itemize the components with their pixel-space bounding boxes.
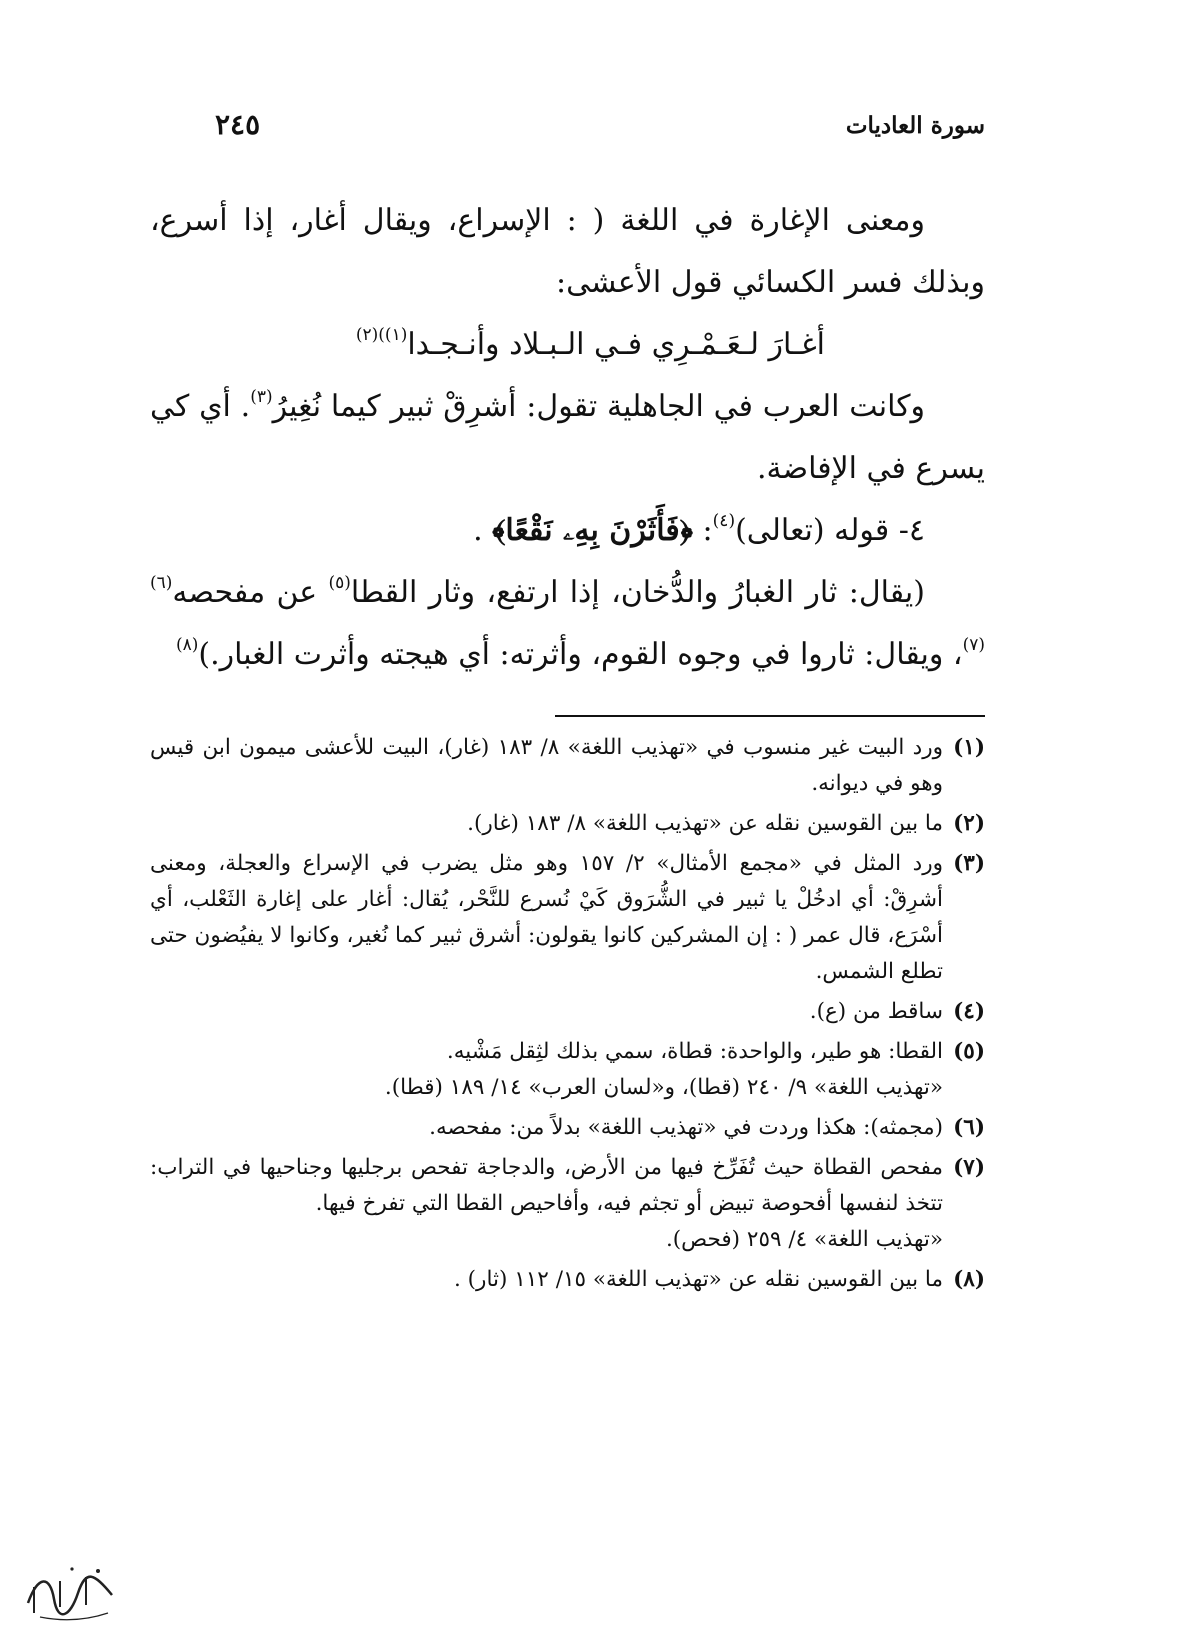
item-text: ٤- قوله (تعالى) — [735, 513, 925, 548]
paragraph-text: . أي كي يسرع في الإفاضة. — [150, 389, 985, 486]
surah-title: سورة العاديات — [845, 112, 985, 139]
footnote — [150, 1110, 985, 1146]
footnote-text: ما بين القوسين نقله عن «تهذيب اللغة» ١٥/ ١١٢ (ثار) . — [454, 1267, 943, 1292]
footnote — [150, 1150, 985, 1258]
item-text: : — [693, 513, 713, 548]
footnote — [150, 1262, 985, 1298]
footnote-number: (٧) — [953, 1155, 985, 1180]
footnote-text: ما بين القوسين نقله عن «تهذيب اللغة» ٨/ ١٨٣ (غار). — [467, 811, 943, 836]
footnote-number: (٢) — [953, 811, 985, 836]
footnote-ref: (٤) — [712, 511, 736, 531]
footnote-source: «تهذيب اللغة» ٤/ ٢٥٩ (فحص). — [665, 1227, 943, 1252]
footnote-text: (مجمثه): هكذا وردت في «تهذيب اللغة» بدلاً من: مفحصه. — [429, 1115, 943, 1140]
footnote-text: مفحص القطاة حيث تُفَرِّخ فيها من الأرض، والدجاجة تفحص برجليها وجناحيها في التراب: تتخذ لنفسها أفحوصة تبيض أو تجثم فيه، وأفاحيص القطا التي تفرخ فيها. — [150, 1155, 943, 1216]
footnote-ref: (١))(٢) — [355, 325, 408, 345]
footnote — [150, 730, 985, 802]
paragraph-thar — [150, 562, 985, 686]
paragraph-jahiliyya — [150, 376, 985, 500]
watermark-logo — [20, 1555, 120, 1625]
footnote-number: (٦) — [953, 1115, 985, 1140]
item-text: . — [473, 513, 493, 548]
footnote-text: القطا: هو طير، والواحدة: قطاة، سمي بذلك لثِقل مَشْيه. — [446, 1039, 943, 1064]
footnote-source: «تهذيب اللغة» ٩/ ٢٤٠ (قطا)، و«لسان العرب» ١٤/ ١٨٩ (قطا). — [384, 1075, 943, 1100]
paragraph-text: ، ويقال: ثاروا في وجوه القوم، وأثرته: أي هيجته وأثرت الغبار.) — [198, 637, 963, 672]
paragraph-text: (يقال: ثار الغبارُ والدُّخان، إذا ارتفع، وثار القطا — [350, 575, 925, 610]
footnote-body — [150, 1034, 943, 1106]
footnote — [150, 806, 985, 842]
footnote-separator — [555, 715, 985, 717]
footnote-ref: (٦)(٧) — [150, 573, 985, 655]
footnotes — [150, 730, 985, 1302]
footnote-text: ورد البيت غير منسوب في «تهذيب اللغة» ٨/ ١٨٣ (غار)، البيت للأعشى ميمون ابن قيس وهو في ديوانه. — [150, 735, 943, 796]
footnote-ref: (٨) — [175, 635, 199, 655]
page-header — [215, 108, 985, 152]
footnote — [150, 1034, 985, 1106]
footnote-ref: (٥) — [328, 573, 351, 593]
footnote-number: (٥) — [953, 1039, 985, 1064]
page-number: ٢٤٥ — [215, 108, 261, 141]
footnote-ref: (٣) — [250, 387, 273, 407]
numbered-item-4 — [150, 500, 985, 562]
verse-text: أغـارَ لـعَـمْـرِي فـي الـبـلاد وأنـجـدا — [407, 327, 825, 362]
footnote — [150, 846, 985, 990]
footnote-number: (٣) — [953, 851, 985, 876]
footnote-text: ورد المثل في «مجمع الأمثال» ٢/ ١٥٧ وهو مثل يضرب في الإسراع والعجلة، ومعنى أشرِقْ: أي ادخُلْ يا ثبير في الشُّرَوق كَيْ نُسرع للنَّحْر، يُقال: أغار على إغارة الثَعْلب، أي أسْرَع، قال عمر ( : إن المشركين كانوا يقولون: أشرق ثبير كما نُغير، وكانوا لا يفيُضون حتى تطلع الشمس. — [150, 851, 944, 984]
footnote-body — [150, 1150, 943, 1258]
paragraph-text: عن مفحصه — [172, 575, 329, 610]
footnote-number: (١) — [953, 735, 985, 760]
footnote — [150, 994, 985, 1030]
footnote-text: ساقط من (ع). — [809, 999, 943, 1024]
main-text — [150, 190, 985, 686]
poetry-verse — [150, 314, 985, 376]
footnote-number: (٤) — [953, 999, 985, 1024]
footnote-number: (٨) — [953, 1267, 985, 1292]
paragraph-ighara: ومعنى الإغارة في اللغة ( : الإسراع، ويقال أغار، إذا أسرع، وبذلك فسر الكسائي قول الأعشى: — [150, 203, 985, 300]
quran-verse: ﴿فَأَثَرْنَ بِهِۦ نَقْعًا﴾ — [492, 513, 693, 548]
paragraph-text: وكانت العرب في الجاهلية تقول: أشرِقْ ثبير كيما نُغِيرُ — [272, 389, 925, 424]
